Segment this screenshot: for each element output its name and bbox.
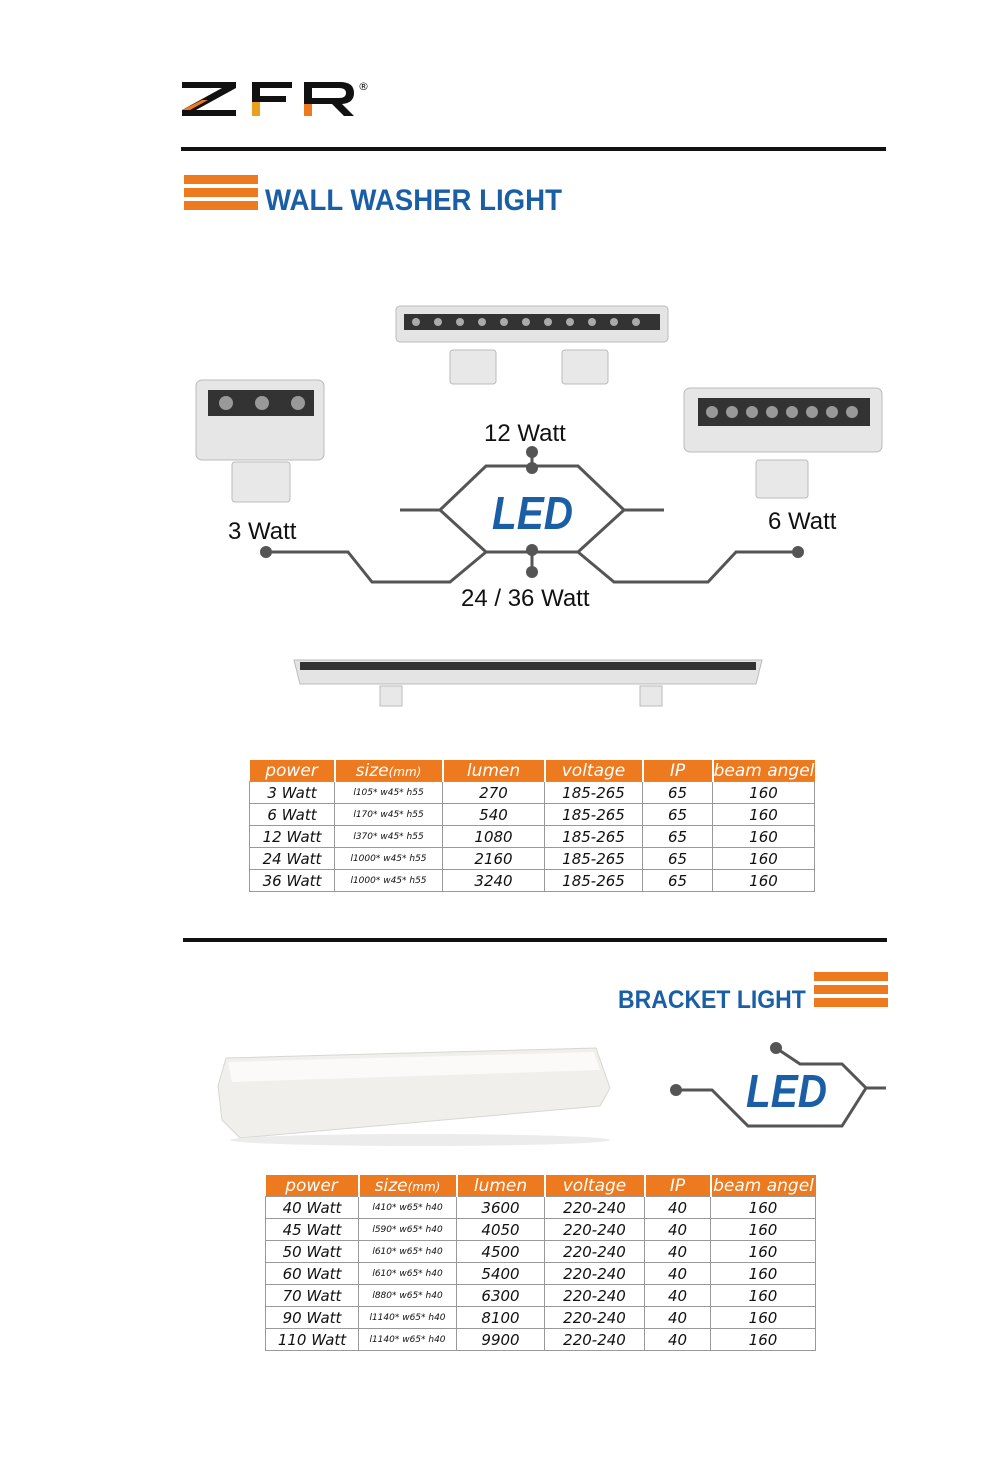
col-ip: IP [645, 1175, 711, 1197]
col-voltage: voltage [545, 1175, 645, 1197]
bracket-light-image [218, 1048, 610, 1146]
table-row: 3 Watt l105* w45* h55 270 185-265 65 160 [250, 782, 815, 804]
col-beam-angle: beam angel [711, 1175, 816, 1197]
table-row: 110 Watt l1140* w65* h40 9900 220-240 40 160 [266, 1329, 816, 1351]
table-header-row [266, 1175, 816, 1197]
table-row: 36 Watt l1000* w45* h55 3240 185-265 65 160 [250, 870, 815, 892]
led-label-1: LED [492, 487, 573, 539]
col-power: power [266, 1175, 359, 1197]
label-6w: 6 Watt [768, 508, 837, 535]
registered-mark: ® [358, 80, 369, 93]
col-size: size(mm) [359, 1175, 457, 1197]
col-size: size(mm) [335, 760, 443, 782]
led-label-2: LED [746, 1065, 827, 1117]
bracket-light-title: BRACKET LIGHT [618, 986, 806, 1014]
label-3w: 3 Watt [228, 518, 297, 545]
col-power: power [250, 760, 335, 782]
table-row: 60 Watt l610* w65* h40 5400 220-240 40 160 [266, 1263, 816, 1285]
table-row: 70 Watt l880* w65* h40 6300 220-240 40 160 [266, 1285, 816, 1307]
col-lumen: lumen [443, 760, 545, 782]
table-row: 6 Watt l170* w45* h55 540 185-265 65 160 [250, 804, 815, 826]
wall-washer-title: WALL WASHER LIGHT [265, 184, 562, 217]
col-ip: IP [643, 760, 713, 782]
table-row: 24 Watt l1000* w45* h55 2160 185-265 65 160 [250, 848, 815, 870]
col-beam-angle: beam angel [713, 760, 815, 781]
table-row: 45 Watt l590* w65* h40 4050 220-240 40 160 [266, 1219, 816, 1241]
table-row: 12 Watt l370* w45* h55 1080 185-265 65 160 [250, 826, 815, 848]
bracket-light-spec-table [265, 1175, 816, 1351]
table-row: 90 Watt l1140* w65* h40 8100 220-240 40 160 [266, 1307, 816, 1329]
table-row: 40 Watt l410* w65* h40 3600 220-240 40 160 [266, 1197, 816, 1219]
label-24-36w: 24 / 36 Watt [461, 585, 590, 612]
table-row: 50 Watt l610* w65* h40 4500 220-240 40 160 [266, 1241, 816, 1263]
col-voltage: voltage [545, 760, 643, 782]
label-12w: 12 Watt [484, 420, 566, 447]
col-lumen: lumen [457, 1175, 545, 1197]
